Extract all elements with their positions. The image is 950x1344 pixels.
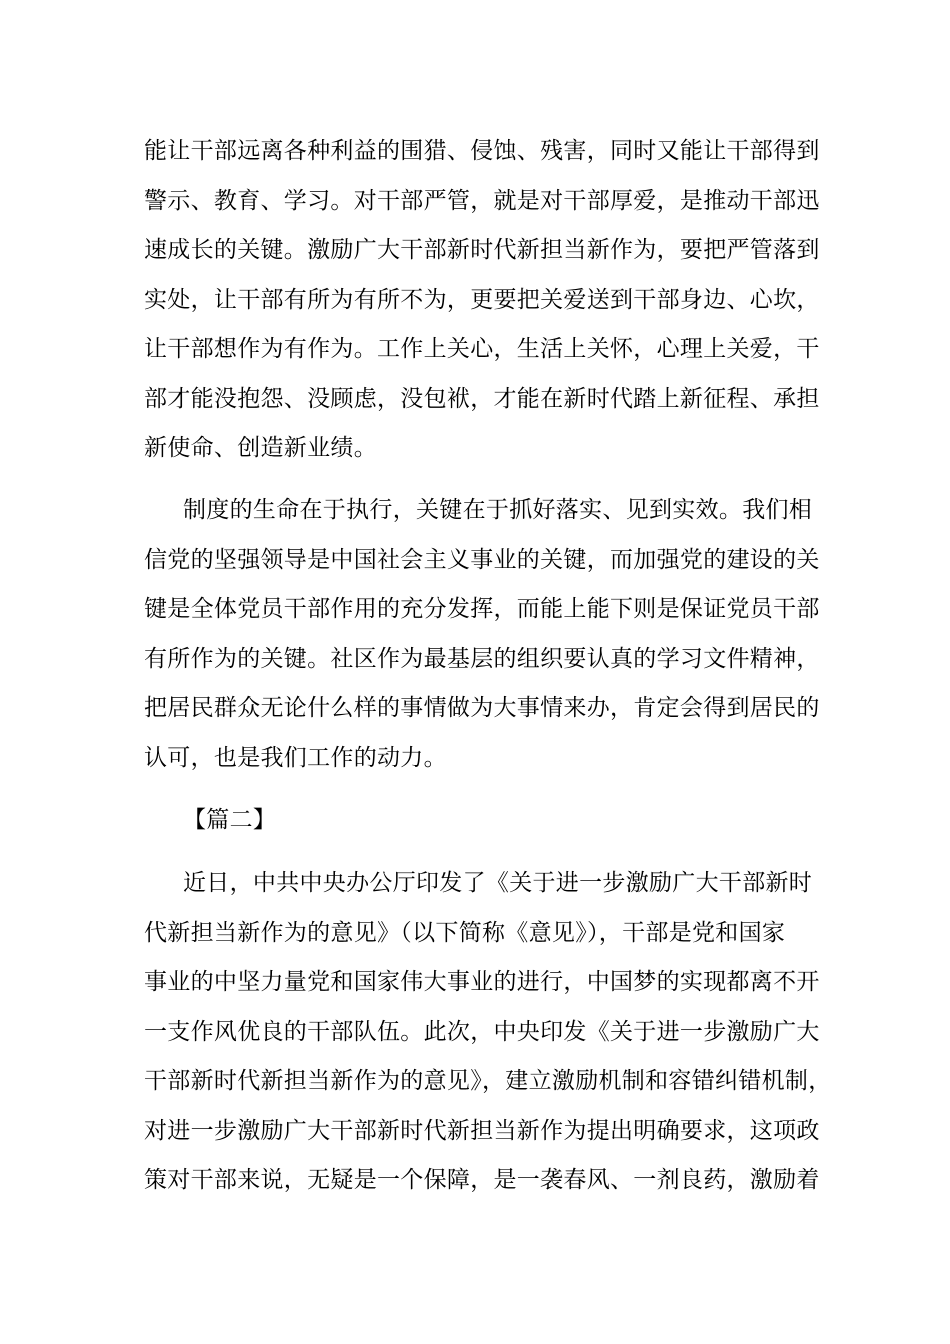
paragraph-opinion — [144, 859, 832, 1206]
text-line: 对进一步激励广大干部新时代新担当新作为提出明确要求，这项政 — [144, 1117, 820, 1144]
text-line: 把居民群众无论什么样的事情做为大事情来办，肯定会得到居民的 — [144, 695, 820, 721]
paragraph-execution — [144, 486, 820, 783]
text-line: 干部新时代新担当新作为的意见》，建立激励机制和容错纠错机制， — [144, 1068, 832, 1094]
text-line: 一支作风优良的干部队伍。此次，中央印发《关于进一步激励广大 — [144, 1018, 820, 1045]
text-line: 制度的生命在于执行，关键在于抓好落实、见到实效。我们相 — [183, 497, 813, 523]
text-line: 部才能没抱怨、没顾虑，没包袱，才能在新时代踏上新征程、承担 — [144, 385, 820, 412]
text-line: 代新担当新作为的意见》（以下简称《意见》），干部是党和国家 — [144, 919, 786, 946]
text-line: 键是全体党员干部作用的充分发挥，而能上能下则是保证党员干部 — [144, 596, 820, 622]
paragraph-continuation — [144, 127, 820, 474]
section-title: 【篇二】 — [183, 807, 277, 833]
section-heading — [144, 796, 814, 846]
text-line: 新使命、创造新业绩。 — [144, 435, 377, 461]
text-line: 策对干部来说，无疑是一个保障，是一袭春风、一剂良药，激励着 — [144, 1167, 820, 1193]
text-line: 信党的坚强领导是中国社会主义事业的关键，而加强党的建设的关 — [144, 546, 820, 573]
text-line: 警示、教育、学习。对干部严管，就是对干部厚爱，是推动干部迅 — [144, 187, 820, 214]
text-line: 让干部想作为有作为。工作上关心，生活上关怀，心理上关爱，干 — [144, 336, 820, 362]
text-line: 事业的中坚力量党和国家伟大事业的进行，中国梦的实现都离不开 — [144, 969, 820, 995]
text-line: 认可，也是我们工作的动力。 — [144, 744, 447, 771]
text-line: 速成长的关键。激励广大干部新时代新担当新作为，要把严管落到 — [144, 237, 820, 263]
text-line: 能让干部远离各种利益的围猎、侵蚀、残害，同时又能让干部得到 — [144, 138, 820, 164]
text-line: 实处，让干部有所为有所不为，更要把关爱送到干部身边、心坎， — [144, 286, 820, 313]
text-line: 有所作为的关键。社区作为最基层的组织要认真的学习文件精神， — [144, 645, 820, 672]
text-line: 近日，中共中央办公厅印发了《关于进一步激励广大干部新时 — [183, 870, 813, 896]
